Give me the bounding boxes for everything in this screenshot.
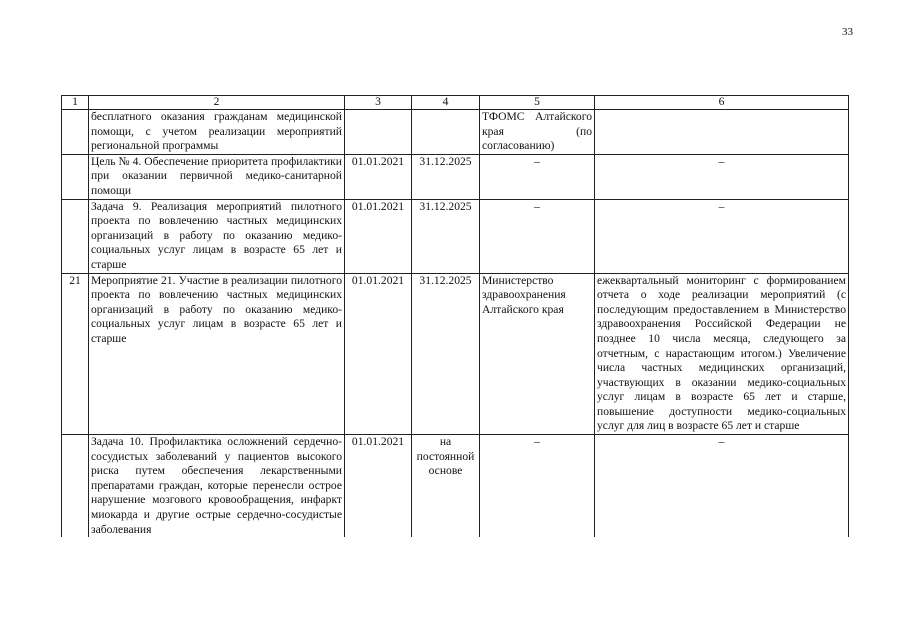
- row-number: [62, 110, 89, 155]
- executor: Министерство здравоохранения Алтайского края: [480, 273, 595, 435]
- column-number: 6: [595, 96, 849, 110]
- measure-text: Цель № 4. Обеспечение приоритета профилактики при оказании первичной медико-санитарной помощи: [89, 154, 345, 199]
- measure-text: Мероприятие 21. Участие в реализации пилотного проекта по вовлечению частных медицинских организаций в работу по оказанию медико-социальных услуг лицам в возрасте 65 лет и старше: [89, 273, 345, 435]
- expected-result: –: [595, 154, 849, 199]
- executor: –: [480, 199, 595, 273]
- executor: –: [480, 435, 595, 538]
- measure-text: Задача 10. Профилактика осложнений сердечно-сосудистых заболеваний у пациентов высокого риска путем обеспечения лекарственными препаратами граждан, которые перенесли острое нарушение мозгового кровообращения, инфаркт миокарда и другие острые сердечно-сосудистые заболевания: [89, 435, 345, 538]
- table-row: [62, 435, 849, 538]
- end-date: 31.12.2025: [412, 199, 480, 273]
- start-date: [345, 110, 412, 155]
- measure-text: Задача 9. Реализация мероприятий пилотного проекта по вовлечению частных медицинских организаций в работу по оказанию медико-социальных услуг лицам в возрасте 65 лет и старше: [89, 199, 345, 273]
- start-date: 01.01.2021: [345, 435, 412, 538]
- row-number: 21: [62, 273, 89, 435]
- page-number: 33: [842, 26, 853, 38]
- start-date: 01.01.2021: [345, 273, 412, 435]
- column-number-row: [62, 96, 849, 110]
- column-number: 3: [345, 96, 412, 110]
- table-row: [62, 199, 849, 273]
- table-row: [62, 154, 849, 199]
- start-date: 01.01.2021: [345, 199, 412, 273]
- expected-result: ежеквартальный мониторинг с формированием отчета о ходе реализации мероприятий (с последующим предоставлением в Министерство здравоохранения Российской Федерации не позднее 10 числа месяца, следующего за отчетным, с нарастающим итогом.) Увеличение числа частных медицинских организаций, участвующих в оказании медико-социальных услуг лицам в возрасте 65 лет и старше, повышение доступности медико-социальных услуг для лиц в возрасте 65 лет и старше: [595, 273, 849, 435]
- table-row: [62, 110, 849, 155]
- end-date: 31.12.2025: [412, 154, 480, 199]
- measures-table: [61, 95, 849, 537]
- column-number: 2: [89, 96, 345, 110]
- column-number: 4: [412, 96, 480, 110]
- expected-result: [595, 110, 849, 155]
- measure-text: бесплатного оказания гражданам медицинской помощи, с учетом реализации мероприятий региональной программы: [89, 110, 345, 155]
- row-number: [62, 435, 89, 538]
- column-number: 5: [480, 96, 595, 110]
- executor: –: [480, 154, 595, 199]
- column-number: 1: [62, 96, 89, 110]
- row-number: [62, 154, 89, 199]
- expected-result: –: [595, 435, 849, 538]
- table-row: [62, 273, 849, 435]
- expected-result: –: [595, 199, 849, 273]
- executor: ТФОМС Алтайского края (по согласованию): [480, 110, 595, 155]
- end-date: на постоянной основе: [412, 435, 480, 538]
- row-number: [62, 199, 89, 273]
- end-date: 31.12.2025: [412, 273, 480, 435]
- start-date: 01.01.2021: [345, 154, 412, 199]
- end-date: [412, 110, 480, 155]
